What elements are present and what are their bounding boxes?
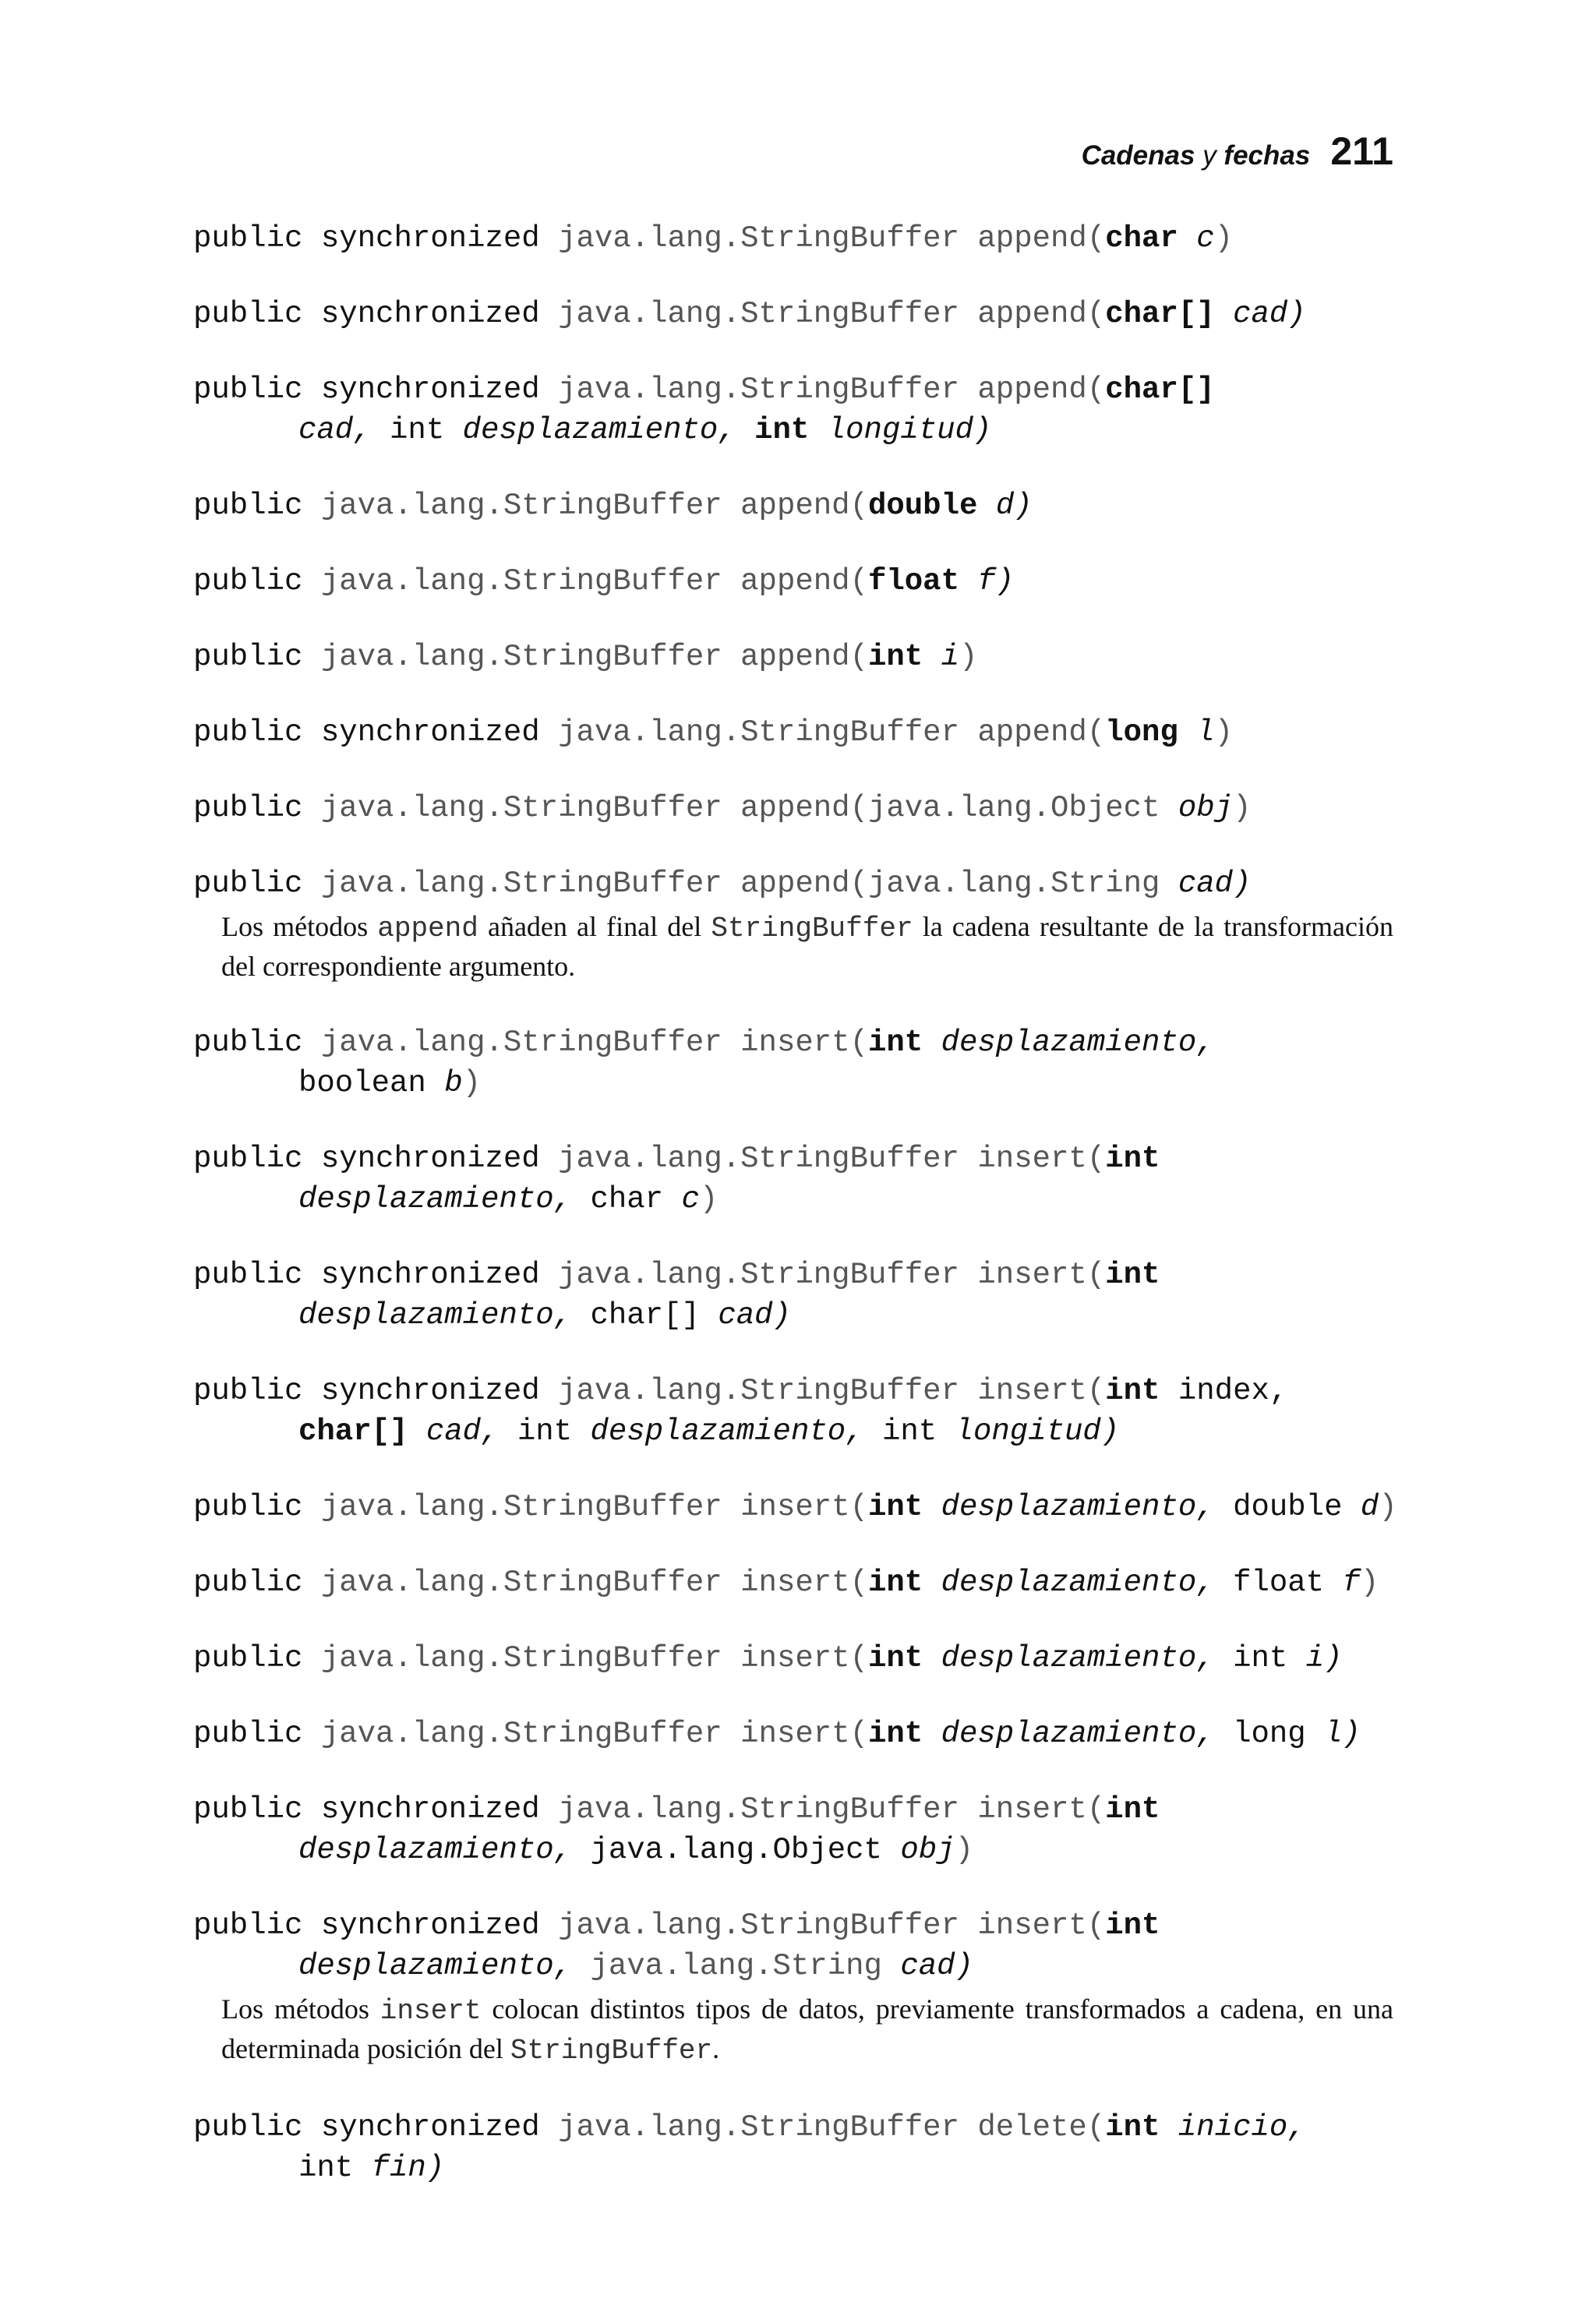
method-signature: public synchronized java.lang.StringBuffer insert(int desplazamiento, char c) [193, 1142, 1160, 1216]
method-signature: public synchronized java.lang.StringBuffer append(long l) [193, 715, 1234, 750]
method-signature: public java.lang.StringBuffer append(double d) [193, 489, 1033, 523]
method-signature: public synchronized java.lang.StringBuffer insert(int desplazamiento, java.lang.String cad) [193, 1908, 1160, 1983]
page-number: 211 [1330, 129, 1393, 173]
method-signature: public java.lang.StringBuffer insert(int desplazamiento, boolean b) [193, 1026, 1215, 1100]
method-signature: public synchronized java.lang.StringBuffer insert(int desplazamiento, char[] cad) [193, 1258, 1160, 1333]
method-signature: public java.lang.StringBuffer append(java.lang.String cad) [193, 867, 1252, 901]
method-signature: public java.lang.StringBuffer insert(int desplazamiento, double d) [193, 1490, 1397, 1524]
method-signature: public java.lang.StringBuffer append(int i) [193, 640, 978, 674]
method-list [193, 218, 1397, 2223]
method-signature: public synchronized java.lang.StringBuffer append(char[] cad) [193, 297, 1306, 331]
method-signature: public java.lang.StringBuffer insert(int desplazamiento, int i) [193, 1641, 1343, 1675]
method-signature: public java.lang.StringBuffer append(java.lang.Object obj) [193, 791, 1252, 825]
method-signature: public synchronized java.lang.StringBuffer delete(int inicio, int fin) [193, 2110, 1306, 2185]
method-signature: public java.lang.StringBuffer append(float f) [193, 564, 1015, 598]
method-signature: public synchronized java.lang.StringBuffer insert(int desplazamiento, java.lang.Object obj) [193, 1792, 1160, 1867]
append-description: Los métodos append añaden al final del StringBuffer la cadena resultante de la transformación del correspondiente argumento. [221, 911, 1393, 982]
running-header [1082, 129, 1393, 174]
method-signature: public java.lang.StringBuffer insert(int desplazamiento, float f) [193, 1566, 1379, 1600]
method-signature: public synchronized java.lang.StringBuffer append(char[] cad, int desplazamiento, int longitud) [193, 372, 1215, 447]
insert-description: Los métodos insert colocan distintos tipos de datos, previamente transformados a cadena, en una determinada posición del StringBuffer. [221, 1993, 1393, 2067]
method-signature: public synchronized java.lang.StringBuffer insert(int index, char[] cad, int desplazamiento, int longitud) [193, 1374, 1288, 1449]
method-signature: public synchronized java.lang.StringBuffer append(char c) [193, 221, 1234, 256]
header-title: Cadenas y fechas [1081, 140, 1311, 171]
method-signature: public java.lang.StringBuffer insert(int desplazamiento, long l) [193, 1717, 1361, 1751]
